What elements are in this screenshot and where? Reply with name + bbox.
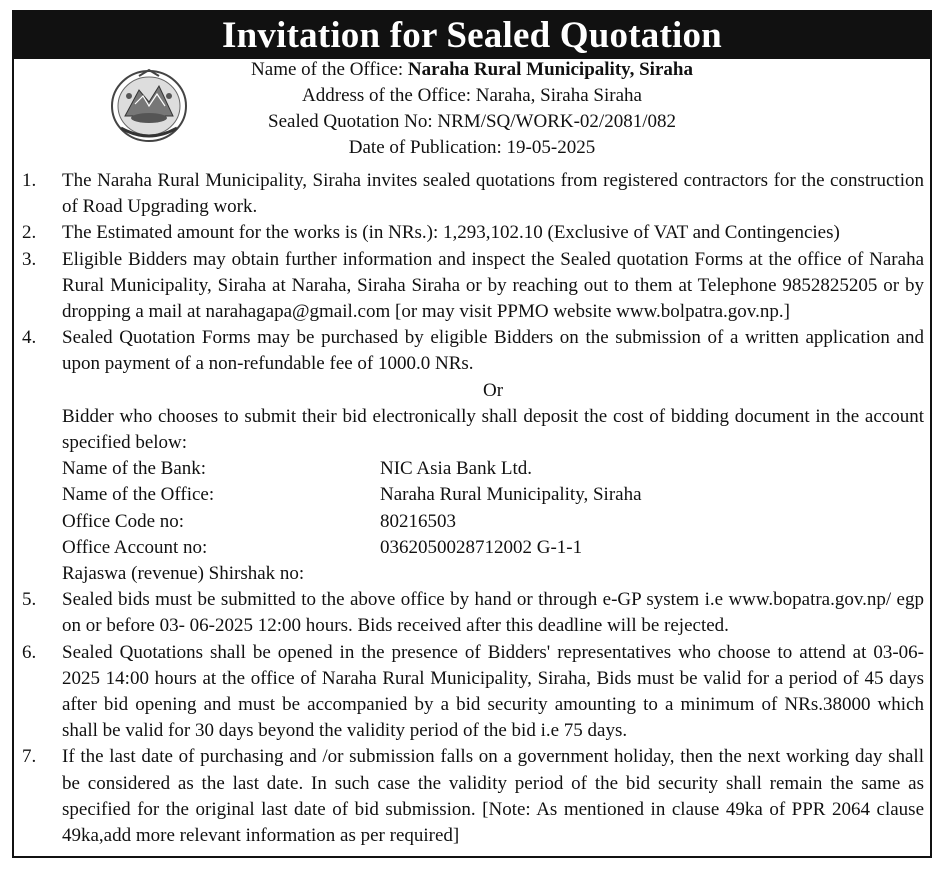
bank-row <box>62 535 924 561</box>
bank-row <box>62 456 924 482</box>
item-text: Sealed Quotations shall be opened in the presence of Bidders' representatives who choose to attend at 03-06-2025 14:00 hours at the office of Naraha Rural Municipality, Siraha, Bids must be valid for a period of 45 days after bid opening and must be accompanied by a bid security amounting to a minimum of NRs.38000 which shall be valid for 30 days beyond the validity period of the bid i.e 75 days. <box>62 641 924 742</box>
bank-label: Office Account no: <box>62 536 208 558</box>
item-number: 6. <box>22 641 37 663</box>
or-separator: Or <box>482 379 504 401</box>
notice-frame <box>12 10 932 858</box>
publication-date: Date of Publication: 19-05-2025 <box>348 137 596 158</box>
list-item <box>14 587 930 639</box>
quotation-number: Sealed Quotation No: NRM/SQ/WORK-02/2081/082 <box>268 111 676 132</box>
item-number: 4. <box>22 327 37 349</box>
list-item <box>14 247 930 326</box>
item-text: Eligible Bidders may obtain further information and inspect the Sealed quotation Forms at the office of Naraha Rural Municipality, Siraha at Naraha, Siraha Siraha or by reaching out to them at Telephone 9852825205 or by dropping a mail at narahagapa@gmail.com [or may visit PPMO website www.bolpatra.gov.np.] <box>62 248 924 323</box>
item-number: 7. <box>22 746 37 768</box>
bank-label: Office Code no: <box>62 510 185 532</box>
item-text: The Naraha Rural Municipality, Siraha invites sealed quotations from registered contractors for the construction of Road Upgrading work. <box>62 170 924 218</box>
bank-row <box>62 509 924 535</box>
bank-value: Naraha Rural Municipality, Siraha <box>380 484 642 506</box>
office-label: Name of the Office: <box>251 59 408 80</box>
bank-row <box>62 561 924 587</box>
bank-value: 80216503 <box>380 510 456 532</box>
list-item <box>14 220 930 246</box>
item-text: The Estimated amount for the works is (in NRs.): 1,293,102.10 (Exclusive of VAT and Contingencies) <box>62 222 840 244</box>
list-item <box>14 325 930 587</box>
notice-title: Invitation for Sealed Quotation <box>14 12 930 59</box>
bank-label: Rajaswa (revenue) Shirshak no: <box>62 563 305 585</box>
item-text: If the last date of purchasing and /or submission falls on a government holiday, then the next working day shall be considered as the last date. In such case the validity period of the bid security shall remain the same as specified for the original last date of bid submission. [Note: As mentioned in clause 49ka of PPR 2064 clause 49ka,add more relevant information as per required] <box>62 746 924 847</box>
list-item <box>14 744 930 849</box>
office-address: Address of the Office: Naraha, Siraha Siraha <box>302 85 642 106</box>
electronic-bid-text: Bidder who chooses to submit their bid electronically shall deposit the cost of bidding document in the account specified below: <box>62 405 924 454</box>
bank-row <box>62 482 924 508</box>
list-item <box>14 168 930 220</box>
item-number: 5. <box>22 589 37 611</box>
office-name: Naraha Rural Municipality, Siraha <box>407 59 693 80</box>
item-number: 1. <box>22 170 37 191</box>
item-text: Sealed Quotation Forms may be purchased by eligible Bidders on the submission of a written application and upon payment of a non-refundable fee of 1000.0 NRs. <box>62 327 924 375</box>
bank-value: NIC Asia Bank Ltd. <box>380 458 532 480</box>
item-number: 3. <box>22 248 37 270</box>
bank-label: Name of the Bank: <box>62 458 207 480</box>
list-item <box>14 640 930 745</box>
office-name-line <box>14 57 930 83</box>
item-text: Sealed bids must be submitted to the above office by hand or through e-GP system i.e www.bopatra.gov.np/ egp on or before 03- 06-2025 12:00 hours. Bids received after this deadline will be rejected. <box>62 589 924 637</box>
bank-label: Name of the Office: <box>62 484 215 506</box>
notice-body <box>14 168 930 849</box>
item-number: 2. <box>22 222 37 244</box>
bank-details <box>62 456 924 587</box>
bank-value: 0362050028712002 G-1-1 <box>380 536 583 558</box>
